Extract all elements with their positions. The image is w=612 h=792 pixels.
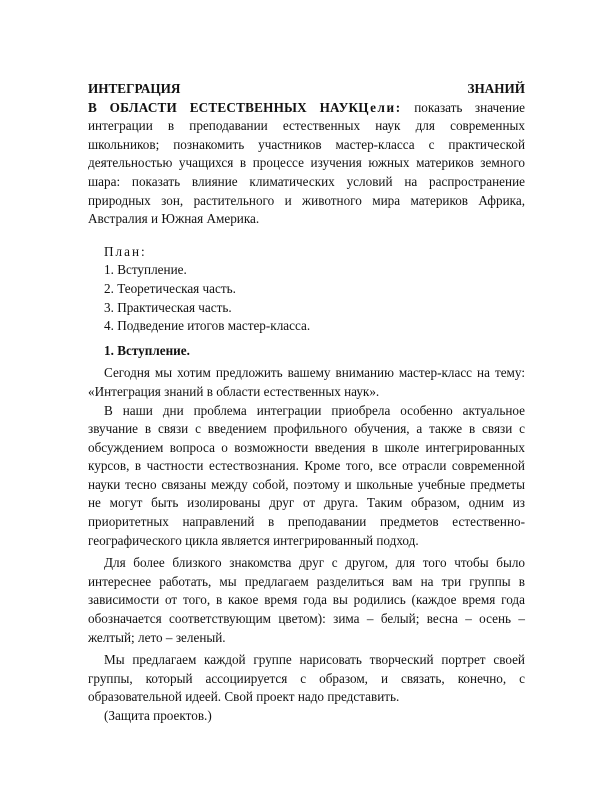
plan-item: 3. Практическая часть.: [104, 299, 232, 315]
goals-paragraph: [88, 99, 525, 229]
paragraph: Мы предлагаем каждой группе нарисовать творческий портрет своей группы, который ассоциируется с образом, и связать, конечно, с образовательной идеей. Свой проект надо представить.: [88, 652, 525, 705]
title-line: [88, 80, 525, 99]
plan-list: [88, 243, 525, 336]
plan-item: 2. Теоретическая часть.: [104, 280, 236, 296]
document-body: [88, 80, 525, 726]
goals-text: показать значение интеграции в преподавании естественных наук для современных школьников; познакомить участников мастер-класса с практической деятельностью учащихся в процессе изучения южных материков земного шара: показать влияние климатических условий на распространение природных зон, растительного и животного мира материков Африка, Австралия и Южная Америка.: [88, 99, 525, 227]
paragraph: Сегодня мы хотим предложить вашему вниманию мастер-класс на тему: «Интеграция знаний в области естественных наук».: [88, 365, 525, 399]
goals-label: Цели:: [358, 99, 402, 115]
title-right: ЗНАНИЙ: [467, 81, 525, 96]
section-heading: 1. Вступление.: [104, 342, 190, 358]
plan-title: План:: [104, 243, 147, 259]
plan-item: 1. Вступление.: [104, 262, 187, 278]
subtitle: В ОБЛАСТИ ЕСТЕСТВЕННЫХ НАУК: [88, 99, 359, 115]
paragraph: Для более близкого знакомства друг с другом, для того чтобы было интереснее работать, мы предлагаем разделиться вам на три группы в зависимости от того, в какое время года вы родились (каждое время года обозначается соответствующим цветом): зима – белый; весна – осень – желтый; лето – зеленый.: [88, 555, 525, 645]
paragraph: В наши дни проблема интеграции приобрела особенно актуальное звучание в связи с введением профильного обучения, а также в связи с обсуждением вопроса о возможности введения в школе интегрированных курсов, в частности естествознания. Кроме того, все отрасли современной науки тесно связаны между собой, поэтому и школьные учебные предметы не могут быть изолированы друг от друга. Таким образом, одним из приоритетных направлений в преподавании предметов естественно-географического цикла является интегрированный подход.: [88, 402, 525, 548]
paragraph: (Защита проектов.): [104, 708, 212, 723]
plan-item: 4. Подведение итогов мастер-класса.: [104, 318, 311, 334]
title-left: ИНТЕГРАЦИЯ: [88, 81, 181, 96]
